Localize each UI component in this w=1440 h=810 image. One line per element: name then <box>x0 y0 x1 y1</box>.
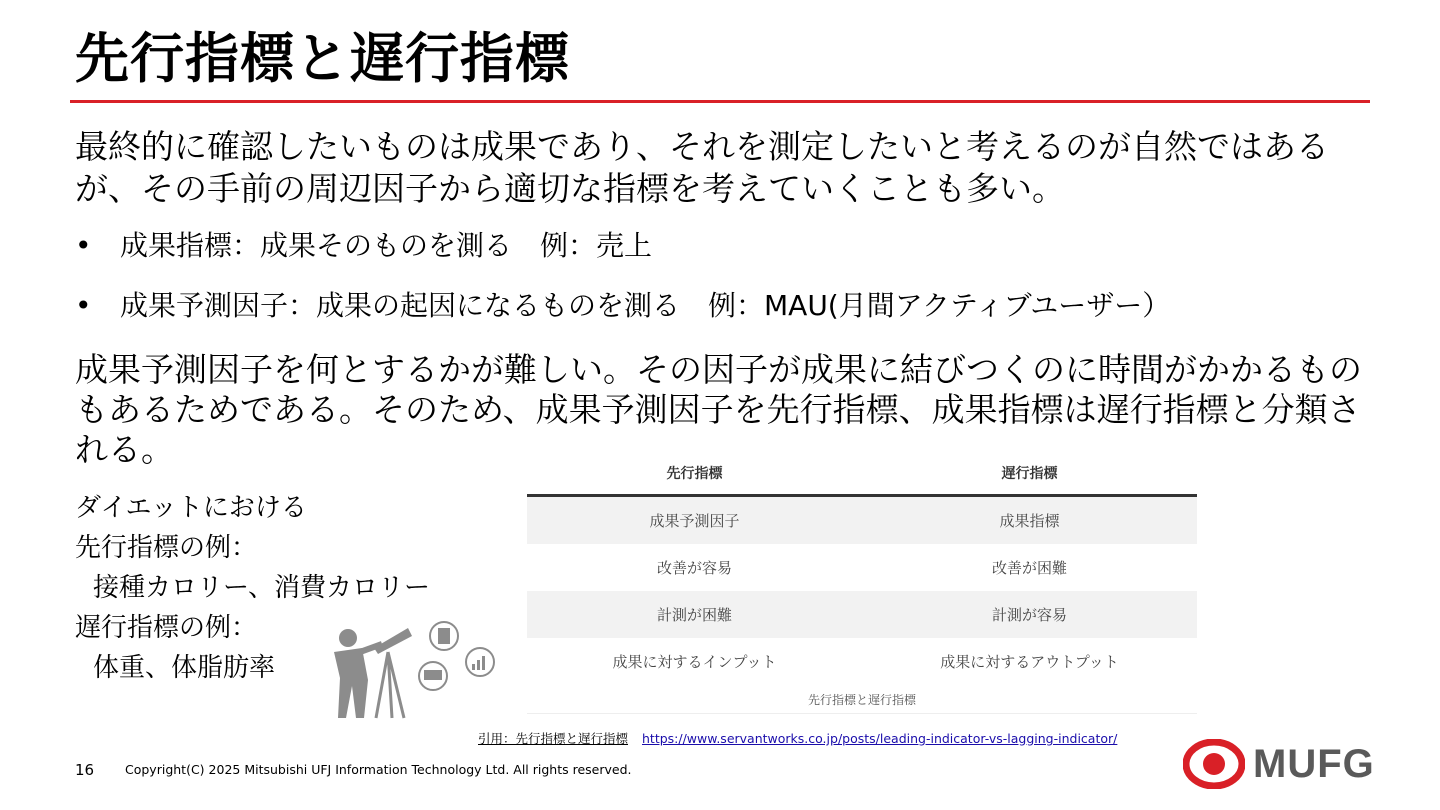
table-caption: 先行指標と遅行指標 <box>527 687 1197 714</box>
bullet-marker: • <box>75 229 92 262</box>
explanation-paragraph: 成果予測因子を何とするかが難しい。その因子が成果に結びつくのに時間がかかるものもあるためである。そのため、成果予測因子を先行指標、成果指標は遅行指標と分類される。 <box>75 350 1362 469</box>
copyright-notice: Copyright(C) 2025 Mitsubishi UFJ Information Technology Ltd. All rights reserved. <box>125 762 632 777</box>
table-header-row <box>527 452 1197 497</box>
person-head-icon <box>339 629 357 647</box>
page-number: 16 <box>75 761 95 779</box>
citation-label: 引用：先行指標と遅行指標 <box>478 731 629 746</box>
bullet-text-1: 成果指標：成果そのものを測る 例：売上 <box>120 229 653 262</box>
table-cell: 成果に対するアウトプット <box>940 653 1119 671</box>
slide-title: 先行指標と遅行指標 <box>75 27 570 90</box>
table-header-leading: 先行指標 <box>666 466 723 482</box>
citation-link[interactable]: https://www.servantworks.co.jp/posts/leading-indicator-vs-lagging-indicator/ <box>642 731 1118 746</box>
mufg-logo-mark-icon <box>1183 739 1245 789</box>
intro-paragraph: 最終的に確認したいものは成果であり、それを測定したいと考えるのが自然ではあるが、その手前の周辺因子から適切な指標を考えていくことも多い。 <box>75 127 1329 208</box>
leading-example-label: 先行指標の例： <box>75 533 258 563</box>
telescope-person-illustration <box>320 618 500 722</box>
table-cell: 成果指標 <box>999 512 1060 530</box>
table-header-lagging: 遅行指標 <box>1001 466 1058 482</box>
person-body-icon <box>334 648 368 718</box>
telescope-icon <box>374 628 412 654</box>
bullet-item-1 <box>75 226 652 266</box>
table-cell: 改善が困難 <box>991 559 1067 577</box>
indicator-comparison-table <box>527 452 1197 714</box>
table-cell: 計測が困難 <box>656 606 732 624</box>
leading-example-values: 接種カロリー、消費カロリー <box>93 573 430 603</box>
table-cell: 計測が容易 <box>991 606 1067 624</box>
mufg-logo-text: MUFG <box>1253 741 1375 786</box>
lagging-example-label: 遅行指標の例： <box>75 613 258 643</box>
table-cell: 成果に対するインプット <box>612 653 777 671</box>
table-cell: 成果予測因子 <box>649 512 740 530</box>
bullet-item-2 <box>75 286 1170 326</box>
mufg-logo <box>1183 739 1375 789</box>
citation <box>478 729 1117 747</box>
bullet-marker: • <box>75 289 92 322</box>
table-cell: 改善が容易 <box>656 559 732 577</box>
table-row <box>527 591 1197 638</box>
title-divider <box>70 100 1370 103</box>
table-row <box>527 638 1197 685</box>
lagging-example-values: 体重、体脂肪率 <box>93 653 276 683</box>
table-row <box>527 544 1197 591</box>
bullet-text-2: 成果予測因子：成果の起因になるものを測る 例：MAU(月間アクティブユーザー） <box>120 289 1171 322</box>
table-row <box>527 497 1197 544</box>
diet-heading: ダイエットにおける <box>75 493 307 523</box>
